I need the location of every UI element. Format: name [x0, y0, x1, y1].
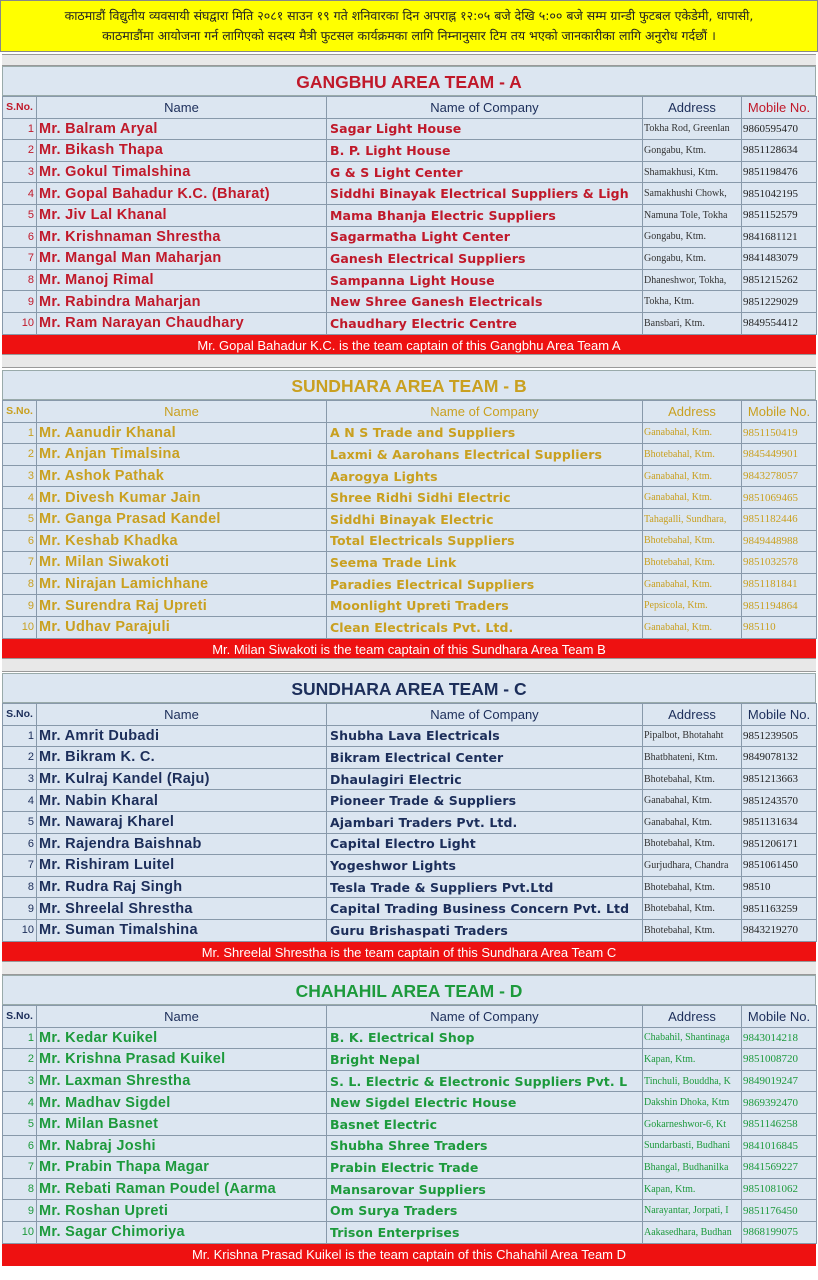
mobile-number: 9851229029 — [742, 291, 817, 313]
header-mobile: Mobile No. — [742, 401, 817, 423]
address: Gurjudhara, Chandra — [643, 855, 742, 877]
company-name: Aarogya Lights — [327, 465, 643, 487]
table-row — [3, 833, 817, 855]
mobile-number: 9841569227 — [742, 1157, 817, 1179]
table-row — [3, 226, 817, 248]
header-sno: S.No. — [3, 704, 37, 726]
row-sno: 3 — [3, 161, 37, 183]
address: Samakhushi Chowk, — [643, 183, 742, 205]
table-row — [3, 248, 817, 270]
table-row — [3, 747, 817, 769]
address: Shamakhusi, Ktm. — [643, 161, 742, 183]
address: Bhotebahal, Ktm. — [643, 876, 742, 898]
member-name: Mr. Krishna Prasad Kuikel — [37, 1049, 327, 1071]
row-sno: 2 — [3, 1049, 37, 1071]
row-sno: 10 — [3, 1221, 37, 1243]
table-row — [3, 1135, 817, 1157]
address: Gongabu, Ktm. — [643, 248, 742, 270]
member-name: Mr. Madhav Sigdel — [37, 1092, 327, 1114]
header-name: Name — [37, 97, 327, 119]
company-name: G & S Light Center — [327, 161, 643, 183]
header-company: Name of Company — [327, 1006, 643, 1028]
member-name: Mr. Aanudir Khanal — [37, 422, 327, 444]
table-row — [3, 1092, 817, 1114]
member-name: Mr. Kulraj Kandel (Raju) — [37, 768, 327, 790]
mobile-number: 9851150419 — [742, 422, 817, 444]
captain-banner: Mr. Gopal Bahadur K.C. is the team captain of this Gangbhu Area Team A — [2, 335, 816, 357]
row-sno: 5 — [3, 508, 37, 530]
address: Kapan, Ktm. — [643, 1178, 742, 1200]
company-name: Siddhi Binayak Electrical Suppliers & Ligh — [327, 183, 643, 205]
company-name: S. L. Electric & Electronic Suppliers Pvt. L — [327, 1070, 643, 1092]
member-name: Mr. Mangal Man Maharjan — [37, 248, 327, 270]
company-name: Trison Enterprises — [327, 1221, 643, 1243]
member-name: Mr. Ashok Pathak — [37, 465, 327, 487]
mobile-number: 985110 — [742, 616, 817, 638]
company-name: Mama Bhanja Electric Suppliers — [327, 204, 643, 226]
mobile-number: 9849448988 — [742, 530, 817, 552]
member-name: Mr. Kedar Kuikel — [37, 1027, 327, 1049]
table-header-row — [3, 97, 817, 119]
company-name: Shubha Lava Electricals — [327, 725, 643, 747]
member-name: Mr. Keshab Khadka — [37, 530, 327, 552]
table-row — [3, 811, 817, 833]
member-name: Mr. Milan Basnet — [37, 1113, 327, 1135]
header-name: Name — [37, 704, 327, 726]
table-row — [3, 855, 817, 877]
mobile-number: 9849554412 — [742, 312, 817, 334]
company-name: A N S Trade and Suppliers — [327, 422, 643, 444]
address: Tokha Rod, Greenlan — [643, 118, 742, 140]
row-sno: 9 — [3, 1200, 37, 1222]
address: Dakshin Dhoka, Ktm — [643, 1092, 742, 1114]
mobile-number: 9851069465 — [742, 487, 817, 509]
mobile-number: 9843278057 — [742, 465, 817, 487]
row-sno: 5 — [3, 1113, 37, 1135]
member-name: Mr. Bikash Thapa — [37, 140, 327, 162]
address: Bhotebahal, Ktm. — [643, 833, 742, 855]
notice-line-1: काठमाडौं विद्युतीय व्यवसायी संघद्वारा मिति २०८१ साउन १९ गते शनिवारका दिन अपराह्न १२:०५ बजे देखि ५:०० बजे सम्म ग्रान्डी फुटबल एकेडेमी, धापासी, — [64, 8, 754, 23]
mobile-number: 9868199075 — [742, 1221, 817, 1243]
table-header-row — [3, 704, 817, 726]
address: Pipalbot, Bhotahaht — [643, 725, 742, 747]
team-table — [2, 400, 817, 639]
mobile-number: 9845449901 — [742, 444, 817, 466]
team-d-section — [2, 975, 816, 1266]
header-sno: S.No. — [3, 1006, 37, 1028]
row-sno: 2 — [3, 140, 37, 162]
member-name: Mr. Nirajan Lamichhane — [37, 573, 327, 595]
row-sno: 4 — [3, 790, 37, 812]
address: Narayantar, Jorpati, I — [643, 1200, 742, 1222]
company-name: Capital Electro Light — [327, 833, 643, 855]
row-sno: 9 — [3, 291, 37, 313]
company-name: Tesla Trade & Suppliers Pvt.Ltd — [327, 876, 643, 898]
mobile-number: 9843014218 — [742, 1027, 817, 1049]
company-name: Clean Electricals Pvt. Ltd. — [327, 616, 643, 638]
member-name: Mr. Krishnaman Shrestha — [37, 226, 327, 248]
address: Bhotebahal, Ktm. — [643, 530, 742, 552]
company-name: Prabin Electric Trade — [327, 1157, 643, 1179]
company-name: Om Surya Traders — [327, 1200, 643, 1222]
team-table — [2, 1005, 817, 1244]
company-name: B. P. Light House — [327, 140, 643, 162]
address: Bhatbhateni, Ktm. — [643, 747, 742, 769]
table-row — [3, 876, 817, 898]
table-row — [3, 616, 817, 638]
table-row — [3, 530, 817, 552]
table-row — [3, 269, 817, 291]
member-name: Mr. Jiv Lal Khanal — [37, 204, 327, 226]
company-name: Ganesh Electrical Suppliers — [327, 248, 643, 270]
member-name: Mr. Laxman Shrestha — [37, 1070, 327, 1092]
member-name: Mr. Roshan Upreti — [37, 1200, 327, 1222]
divider — [2, 658, 816, 672]
divider — [2, 54, 816, 66]
header-mobile: Mobile No. — [742, 1006, 817, 1028]
company-name: Shubha Shree Traders — [327, 1135, 643, 1157]
address: Bhangal, Budhanilka — [643, 1157, 742, 1179]
address: Ganabahal, Ktm. — [643, 811, 742, 833]
table-header-row — [3, 1006, 817, 1028]
mobile-number: 9851042195 — [742, 183, 817, 205]
table-row — [3, 1027, 817, 1049]
table-row — [3, 444, 817, 466]
address: Bansbari, Ktm. — [643, 312, 742, 334]
address: Dhaneshwor, Tokha, — [643, 269, 742, 291]
mobile-number: 9841483079 — [742, 248, 817, 270]
company-name: Laxmi & Aarohans Electrical Suppliers — [327, 444, 643, 466]
table-row — [3, 204, 817, 226]
row-sno: 1 — [3, 118, 37, 140]
member-name: Mr. Anjan Timalsina — [37, 444, 327, 466]
company-name: New Sigdel Electric House — [327, 1092, 643, 1114]
row-sno: 7 — [3, 248, 37, 270]
company-name: Sampanna Light House — [327, 269, 643, 291]
header-company: Name of Company — [327, 401, 643, 423]
company-name: Capital Trading Business Concern Pvt. Ltd — [327, 898, 643, 920]
mobile-number: 9851008720 — [742, 1049, 817, 1071]
company-name: Total Electricals Suppliers — [327, 530, 643, 552]
address: Sundarbasti, Budhani — [643, 1135, 742, 1157]
notice-banner — [0, 0, 818, 52]
mobile-number: 9851198476 — [742, 161, 817, 183]
mobile-number: 9851176450 — [742, 1200, 817, 1222]
company-name: Yogeshwor Lights — [327, 855, 643, 877]
row-sno: 2 — [3, 747, 37, 769]
row-sno: 4 — [3, 183, 37, 205]
mobile-number: 9851146258 — [742, 1113, 817, 1135]
address: Tokha, Ktm. — [643, 291, 742, 313]
company-name: Sagarmatha Light Center — [327, 226, 643, 248]
table-row — [3, 140, 817, 162]
mobile-number: 9851152579 — [742, 204, 817, 226]
member-name: Mr. Suman Timalshina — [37, 919, 327, 941]
captain-banner: Mr. Milan Siwakoti is the team captain of this Sundhara Area Team B — [2, 639, 816, 661]
member-name: Mr. Milan Siwakoti — [37, 552, 327, 574]
company-name: Chaudhary Electric Centre — [327, 312, 643, 334]
address: Kapan, Ktm. — [643, 1049, 742, 1071]
member-name: Mr. Amrit Dubadi — [37, 725, 327, 747]
address: Bhotebahal, Ktm. — [643, 444, 742, 466]
member-name: Mr. Rabindra Maharjan — [37, 291, 327, 313]
row-sno: 10 — [3, 312, 37, 334]
address: Bhotebahal, Ktm. — [643, 898, 742, 920]
mobile-number: 9849019247 — [742, 1070, 817, 1092]
company-name: Basnet Electric — [327, 1113, 643, 1135]
row-sno: 7 — [3, 1157, 37, 1179]
table-header-row — [3, 401, 817, 423]
address: Chabahil, Shantinaga — [643, 1027, 742, 1049]
header-name: Name — [37, 401, 327, 423]
mobile-number: 9851206171 — [742, 833, 817, 855]
table-row — [3, 898, 817, 920]
mobile-number: 98510 — [742, 876, 817, 898]
table-row — [3, 790, 817, 812]
address: Ganabahal, Ktm. — [643, 487, 742, 509]
address: Ganabahal, Ktm. — [643, 465, 742, 487]
mobile-number: 9851181841 — [742, 573, 817, 595]
row-sno: 3 — [3, 465, 37, 487]
team-title: SUNDHARA AREA TEAM - B — [2, 370, 816, 400]
header-sno: S.No. — [3, 97, 37, 119]
table-row — [3, 1221, 817, 1243]
row-sno: 9 — [3, 595, 37, 617]
table-row — [3, 1070, 817, 1092]
row-sno: 10 — [3, 616, 37, 638]
header-sno: S.No. — [3, 401, 37, 423]
table-row — [3, 291, 817, 313]
mobile-number: 9851215262 — [742, 269, 817, 291]
divider — [2, 354, 816, 368]
header-mobile: Mobile No. — [742, 97, 817, 119]
address: Bhotebahal, Ktm. — [643, 919, 742, 941]
mobile-number: 9851239505 — [742, 725, 817, 747]
table-row — [3, 1049, 817, 1071]
member-name: Mr. Rebati Raman Poudel (Aarma — [37, 1178, 327, 1200]
header-address: Address — [643, 401, 742, 423]
team-c-section — [2, 673, 816, 964]
team-title: GANGBHU AREA TEAM - A — [2, 66, 816, 96]
company-name: Guru Brishaspati Traders — [327, 919, 643, 941]
mobile-number: 9869392470 — [742, 1092, 817, 1114]
team-title: SUNDHARA AREA TEAM - C — [2, 673, 816, 703]
row-sno: 1 — [3, 422, 37, 444]
address: Tinchuli, Bouddha, K — [643, 1070, 742, 1092]
row-sno: 8 — [3, 269, 37, 291]
row-sno: 10 — [3, 919, 37, 941]
member-name: Mr. Udhav Parajuli — [37, 616, 327, 638]
row-sno: 5 — [3, 204, 37, 226]
table-row — [3, 573, 817, 595]
captain-banner: Mr. Shreelal Shrestha is the team captain of this Sundhara Area Team C — [2, 942, 816, 964]
member-name: Mr. Sagar Chimoriya — [37, 1221, 327, 1243]
mobile-number: 9851061450 — [742, 855, 817, 877]
table-row — [3, 487, 817, 509]
member-name: Mr. Ram Narayan Chaudhary — [37, 312, 327, 334]
team-b-section — [2, 370, 816, 661]
company-name: Seema Trade Link — [327, 552, 643, 574]
member-name: Mr. Surendra Raj Upreti — [37, 595, 327, 617]
divider — [2, 961, 816, 975]
mobile-number: 9851213663 — [742, 768, 817, 790]
table-row — [3, 118, 817, 140]
member-name: Mr. Rishiram Luitel — [37, 855, 327, 877]
row-sno: 8 — [3, 1178, 37, 1200]
address: Aakasedhara, Budhan — [643, 1221, 742, 1243]
captain-banner: Mr. Krishna Prasad Kuikel is the team captain of this Chahahil Area Team D — [2, 1244, 816, 1266]
member-name: Mr. Nawaraj Kharel — [37, 811, 327, 833]
address: Gokarneshwor-6, Kt — [643, 1113, 742, 1135]
mobile-number: 9841681121 — [742, 226, 817, 248]
mobile-number: 9851243570 — [742, 790, 817, 812]
mobile-number: 9851194864 — [742, 595, 817, 617]
table-row — [3, 312, 817, 334]
row-sno: 3 — [3, 1070, 37, 1092]
member-name: Mr. Balram Aryal — [37, 118, 327, 140]
mobile-number: 9851128634 — [742, 140, 817, 162]
row-sno: 7 — [3, 552, 37, 574]
mobile-number: 9851131634 — [742, 811, 817, 833]
company-name: Dhaulagiri Electric — [327, 768, 643, 790]
company-name: Siddhi Binayak Electric — [327, 508, 643, 530]
member-name: Mr. Gopal Bahadur K.C. (Bharat) — [37, 183, 327, 205]
company-name: B. K. Electrical Shop — [327, 1027, 643, 1049]
team-table — [2, 703, 817, 942]
address: Ganabahal, Ktm. — [643, 573, 742, 595]
team-a-section — [2, 66, 816, 357]
header-address: Address — [643, 97, 742, 119]
mobile-number: 9843219270 — [742, 919, 817, 941]
table-row — [3, 465, 817, 487]
header-address: Address — [643, 704, 742, 726]
row-sno: 4 — [3, 1092, 37, 1114]
table-row — [3, 552, 817, 574]
company-name: Ajambari Traders Pvt. Ltd. — [327, 811, 643, 833]
address: Gongabu, Ktm. — [643, 140, 742, 162]
address: Ganabahal, Ktm. — [643, 422, 742, 444]
table-row — [3, 422, 817, 444]
row-sno: 3 — [3, 768, 37, 790]
header-address: Address — [643, 1006, 742, 1028]
table-row — [3, 1178, 817, 1200]
row-sno: 7 — [3, 855, 37, 877]
table-row — [3, 1157, 817, 1179]
address: Bhotebahal, Ktm. — [643, 552, 742, 574]
company-name: Sagar Light House — [327, 118, 643, 140]
table-row — [3, 508, 817, 530]
address: Gongabu, Ktm. — [643, 226, 742, 248]
header-name: Name — [37, 1006, 327, 1028]
company-name: Shree Ridhi Sidhi Electric — [327, 487, 643, 509]
company-name: New Shree Ganesh Electricals — [327, 291, 643, 313]
notice-line-2: काठमाडौंमा आयोजना गर्न लागिएको सदस्य मैत्री फुटसल कार्यक्रमका लागि निम्नानुसार टिम तय भएको जानकारीका लागि अनुरोध गर्दछौं । — [102, 28, 716, 43]
address: Pepsicola, Ktm. — [643, 595, 742, 617]
team-title: CHAHAHIL AREA TEAM - D — [2, 975, 816, 1005]
header-company: Name of Company — [327, 704, 643, 726]
row-sno: 1 — [3, 725, 37, 747]
mobile-number: 9851081062 — [742, 1178, 817, 1200]
header-company: Name of Company — [327, 97, 643, 119]
mobile-number: 9851163259 — [742, 898, 817, 920]
address: Ganabahal, Ktm. — [643, 616, 742, 638]
table-row — [3, 161, 817, 183]
mobile-number: 9851182446 — [742, 508, 817, 530]
company-name: Bikram Electrical Center — [327, 747, 643, 769]
row-sno: 6 — [3, 530, 37, 552]
row-sno: 6 — [3, 226, 37, 248]
member-name: Mr. Ganga Prasad Kandel — [37, 508, 327, 530]
member-name: Mr. Nabin Kharal — [37, 790, 327, 812]
row-sno: 6 — [3, 833, 37, 855]
table-row — [3, 1200, 817, 1222]
address: Bhotebahal, Ktm. — [643, 768, 742, 790]
company-name: Mansarovar Suppliers — [327, 1178, 643, 1200]
row-sno: 9 — [3, 898, 37, 920]
header-mobile: Mobile No. — [742, 704, 817, 726]
table-row — [3, 768, 817, 790]
member-name: Mr. Rudra Raj Singh — [37, 876, 327, 898]
address: Ganabahal, Ktm. — [643, 790, 742, 812]
mobile-number: 9841016845 — [742, 1135, 817, 1157]
member-name: Mr. Nabraj Joshi — [37, 1135, 327, 1157]
mobile-number: 9851032578 — [742, 552, 817, 574]
table-row — [3, 725, 817, 747]
table-row — [3, 595, 817, 617]
table-row — [3, 183, 817, 205]
member-name: Mr. Divesh Kumar Jain — [37, 487, 327, 509]
table-row — [3, 1113, 817, 1135]
address: Tahagalli, Sundhara, — [643, 508, 742, 530]
row-sno: 6 — [3, 1135, 37, 1157]
team-table — [2, 96, 817, 335]
member-name: Mr. Gokul Timalshina — [37, 161, 327, 183]
member-name: Mr. Manoj Rimal — [37, 269, 327, 291]
member-name: Mr. Rajendra Baishnab — [37, 833, 327, 855]
row-sno: 2 — [3, 444, 37, 466]
row-sno: 4 — [3, 487, 37, 509]
address: Namuna Tole, Tokha — [643, 204, 742, 226]
company-name: Paradies Electrical Suppliers — [327, 573, 643, 595]
company-name: Moonlight Upreti Traders — [327, 595, 643, 617]
member-name: Mr. Shreelal Shrestha — [37, 898, 327, 920]
row-sno: 8 — [3, 876, 37, 898]
company-name: Bright Nepal — [327, 1049, 643, 1071]
member-name: Mr. Bikram K. C. — [37, 747, 327, 769]
table-row — [3, 919, 817, 941]
member-name: Mr. Prabin Thapa Magar — [37, 1157, 327, 1179]
row-sno: 8 — [3, 573, 37, 595]
row-sno: 5 — [3, 811, 37, 833]
row-sno: 1 — [3, 1027, 37, 1049]
mobile-number: 9849078132 — [742, 747, 817, 769]
company-name: Pioneer Trade & Suppliers — [327, 790, 643, 812]
mobile-number: 9860595470 — [742, 118, 817, 140]
